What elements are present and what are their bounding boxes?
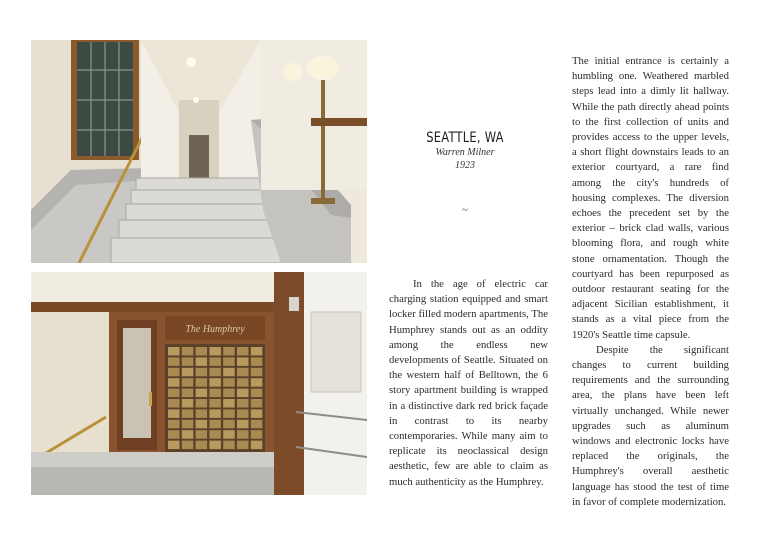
mailbox-slot xyxy=(223,409,235,418)
paragraph: In the age of electric car charging station equipped and smart locker filled modern apartments, The Humphrey stands out as an oddity among the endless new developments of Seattle. Situated on the western half of Belltown, the 6 story apartment building is wrapped in a distinctive dark red brick façade in contrast to its nearby contemporaries. While many aim to replicate its neoclassical design aesthetic, few are able to claim as much authenticity as the Humphrey. xyxy=(389,278,548,488)
mailbox-slot xyxy=(196,430,208,439)
mailbox-slot xyxy=(168,409,180,418)
mailbox-slot xyxy=(251,420,262,429)
mailbox-slot xyxy=(209,357,221,366)
mailbox-slot xyxy=(237,409,249,418)
mailbox-slot xyxy=(196,378,208,387)
mailbox-slot xyxy=(251,409,262,418)
mailbox-slot xyxy=(196,399,208,408)
mailbox-slot xyxy=(168,430,180,439)
mailbox-slot xyxy=(223,420,235,429)
mailbox-slot xyxy=(237,389,249,398)
mailbox-slot xyxy=(251,441,262,450)
mailbox-slot xyxy=(251,389,262,398)
mailbox-slot xyxy=(223,399,235,408)
humphrey-sign-text: The Humphrey xyxy=(185,324,245,335)
mailbox-slot xyxy=(182,389,194,398)
mailbox-slot xyxy=(223,347,235,356)
mailbox-slot xyxy=(196,357,208,366)
mailbox-slot xyxy=(251,368,262,377)
mailbox-slot xyxy=(237,399,249,408)
mailbox-slot xyxy=(237,357,249,366)
mailbox-slot xyxy=(237,430,249,439)
mailbox-slot xyxy=(223,430,235,439)
mailbox-slot xyxy=(209,368,221,377)
mailbox-slot xyxy=(196,420,208,429)
mailbox-slot xyxy=(196,389,208,398)
mailbox-slot xyxy=(182,378,194,387)
mailbox-slot xyxy=(251,347,262,356)
mailbox-slot xyxy=(196,368,208,377)
mailbox-slot xyxy=(168,441,180,450)
mailbox-slot xyxy=(209,430,221,439)
paragraph: Despite the significant changes to current building requirements and the surrounding area, the plans have been left virtually unchanged. While newer upgrades such as aluminum windows and electronic locks have replaced the originals, the Humphrey's overall aesthetic language has stood the test of time in favor of complete modernization. xyxy=(572,343,729,508)
mailbox-slot xyxy=(182,420,194,429)
mailbox-slot xyxy=(237,441,249,450)
mailbox-slot xyxy=(168,420,180,429)
mailbox-slot xyxy=(209,409,221,418)
architect-name: Warren Milner xyxy=(435,147,495,158)
paragraph: The initial entrance is certainly a humbling one. Weathered marbled steps lead into a dimly lit hallway. While the path directly ahead points to the first collection of units and provides access to the upper levels, a short flight downstairs leads to an exterior courtyard, a rare find among the city's hundreds of housing complexes. The diversion echoes the precedent set by the exterior – brick clad walls, various blooming flora, and rough white stone ornamentation. Though the courtyard has been repurposed as outdoor restaurant seating for the adjacent Sicilian establishment, it stands as a vital piece from the 1920's Seattle time capsule. xyxy=(572,55,729,341)
mailbox-slot xyxy=(223,368,235,377)
mailbox-slot xyxy=(182,399,194,408)
mailbox-slot xyxy=(209,378,221,387)
mailbox-lobby-photo xyxy=(31,272,367,495)
mailbox-slot xyxy=(223,357,235,366)
mailbox-slot xyxy=(237,420,249,429)
mailbox-slot xyxy=(237,347,249,356)
mailbox-slot xyxy=(196,441,208,450)
mailbox-slot xyxy=(251,430,262,439)
mailbox-slot xyxy=(209,441,221,450)
mailbox-slot xyxy=(196,347,208,356)
mailbox-slot xyxy=(237,378,249,387)
staircase-photo xyxy=(31,40,367,263)
ornament-divider: ~ xyxy=(462,204,468,216)
mailbox-slot xyxy=(223,441,235,450)
mailbox-slot xyxy=(168,357,180,366)
mailbox-slot xyxy=(209,347,221,356)
mailbox-slot xyxy=(237,368,249,377)
mailbox-slot xyxy=(182,357,194,366)
mailbox-slot xyxy=(196,409,208,418)
mailbox-slot xyxy=(209,420,221,429)
mailbox-slot xyxy=(168,389,180,398)
left-text-column xyxy=(389,277,548,490)
mailbox-slot xyxy=(251,357,262,366)
mailbox-slot xyxy=(182,430,194,439)
mailbox-lobby-illustration xyxy=(31,272,367,495)
staircase-illustration xyxy=(31,40,367,263)
mailbox-slot xyxy=(182,347,194,356)
construction-year: 1923 xyxy=(455,160,475,171)
mailbox-slot xyxy=(182,441,194,450)
mailbox-slot xyxy=(251,399,262,408)
mailbox-slot xyxy=(168,399,180,408)
mailbox-slot xyxy=(182,409,194,418)
mailbox-slot xyxy=(168,378,180,387)
mailbox-slot xyxy=(182,368,194,377)
mailbox-slot xyxy=(168,347,180,356)
mailbox-slot xyxy=(223,389,235,398)
title-block xyxy=(405,130,525,172)
right-text-column xyxy=(572,54,729,510)
mailbox-slot xyxy=(168,368,180,377)
city-title: SEATTLE, WA xyxy=(426,130,504,146)
mailbox-slot xyxy=(251,378,262,387)
mailbox-slot xyxy=(209,389,221,398)
mailbox-slot xyxy=(223,378,235,387)
mailbox-slot xyxy=(209,399,221,408)
